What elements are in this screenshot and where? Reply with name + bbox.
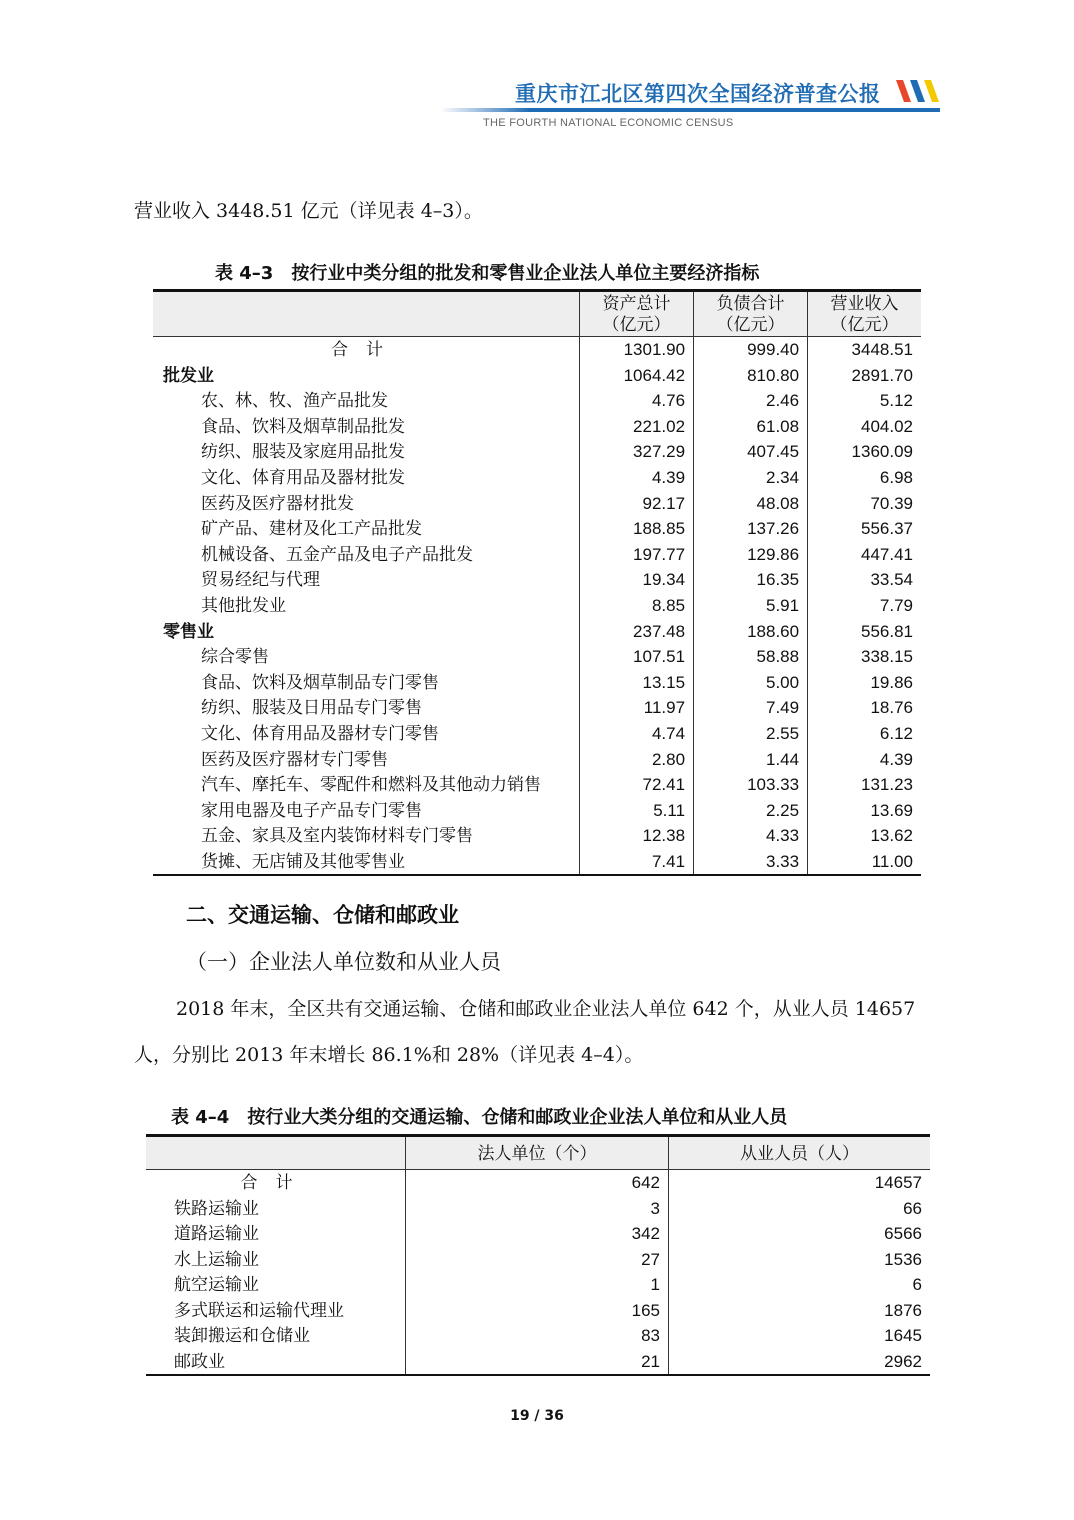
table-row xyxy=(153,567,921,593)
table-row xyxy=(146,1272,930,1298)
cell-value: 12.38 xyxy=(580,823,694,849)
cell-value: 6 xyxy=(669,1272,931,1298)
row-label: 家用电器及电子产品专门零售 xyxy=(201,800,422,820)
table-row xyxy=(153,798,921,824)
cell-value: 13.15 xyxy=(580,670,694,696)
cell-value: 13.62 xyxy=(808,823,921,849)
table-row xyxy=(146,1323,930,1349)
cell-value: 11.97 xyxy=(580,695,694,721)
table-row xyxy=(146,1349,930,1376)
cell-value: 6566 xyxy=(669,1221,931,1247)
table-row xyxy=(153,619,921,645)
cell-value: 188.85 xyxy=(580,516,694,542)
table-row xyxy=(153,388,921,414)
cell-value: 8.85 xyxy=(580,593,694,619)
row-label: 道路运输业 xyxy=(174,1224,259,1243)
cell-value: 197.77 xyxy=(580,542,694,568)
section-paragraph-line2: 人，分别比 2013 年末增长 86.1%和 28%（详见表 4–4）。 xyxy=(134,1044,644,1066)
row-label: 航空运输业 xyxy=(174,1275,259,1294)
cell-value: 556.81 xyxy=(808,619,921,645)
cell-value: 2.55 xyxy=(694,721,808,747)
table-row xyxy=(153,491,921,517)
row-label: 矿产品、建材及化工产品批发 xyxy=(201,519,422,539)
table-row xyxy=(153,593,921,619)
cell-value: 1.44 xyxy=(694,747,808,773)
cell-value: 188.60 xyxy=(694,619,808,645)
table-row xyxy=(153,772,921,798)
cell-value: 2891.70 xyxy=(808,363,921,389)
cell-value: 4.33 xyxy=(694,823,808,849)
cell-value: 5.11 xyxy=(580,798,694,824)
cell-value: 4.39 xyxy=(580,465,694,491)
header-subtitle: THE FOURTH NATIONAL ECONOMIC CENSUS xyxy=(483,117,734,129)
table-row xyxy=(153,721,921,747)
row-label: 合计 xyxy=(240,1173,311,1192)
cell-value: 1064.42 xyxy=(580,363,694,389)
table-row xyxy=(153,823,921,849)
header-stripes-logo xyxy=(896,80,942,102)
cell-value: 72.41 xyxy=(580,772,694,798)
cell-value: 19.86 xyxy=(808,670,921,696)
section-paragraph-line1: 2018 年末，全区共有交通运输、仓储和邮政业企业法人单位 642 个，从业人员 14657 xyxy=(176,998,916,1020)
row-label: 批发业 xyxy=(163,365,214,385)
row-label: 水上运输业 xyxy=(174,1249,259,1269)
cell-value: 3448.51 xyxy=(808,337,921,363)
cell-value: 2.46 xyxy=(694,388,808,414)
row-label: 食品、饮料及烟草制品批发 xyxy=(201,416,405,436)
table-4-3-caption: 表 4–3 按行业中类分组的批发和零售业企业法人单位主要经济指标 xyxy=(215,263,760,284)
row-label: 合计 xyxy=(331,340,401,359)
table-row xyxy=(153,670,921,696)
cell-value: 6.12 xyxy=(808,721,921,747)
row-label: 五金、家具及室内装饰材料专门零售 xyxy=(201,826,473,846)
table-4-4 xyxy=(146,1134,930,1376)
cell-value: 19.34 xyxy=(580,567,694,593)
cell-value: 13.69 xyxy=(808,798,921,824)
cell-value: 137.26 xyxy=(694,516,808,542)
cell-value: 237.48 xyxy=(580,619,694,645)
cell-value: 33.54 xyxy=(808,567,921,593)
row-label: 食品、饮料及烟草制品专门零售 xyxy=(201,672,439,692)
cell-value: 92.17 xyxy=(580,491,694,517)
cell-value: 58.88 xyxy=(694,644,808,670)
row-label: 机械设备、五金产品及电子产品批发 xyxy=(201,544,473,564)
table-row xyxy=(146,1298,930,1324)
cell-value: 338.15 xyxy=(808,644,921,670)
cell-value: 107.51 xyxy=(580,644,694,670)
row-label: 文化、体育用品及器材专门零售 xyxy=(201,723,439,743)
row-label: 综合零售 xyxy=(201,647,269,667)
table-row xyxy=(146,1196,930,1222)
intro-paragraph: 营业收入 3448.51 亿元（详见表 4–3）。 xyxy=(134,200,483,222)
row-label: 零售业 xyxy=(163,621,214,641)
header-title: 重庆市江北区第四次全国经济普查公报 xyxy=(515,81,881,106)
cell-value: 131.23 xyxy=(808,772,921,798)
column-header-line1: 营业收入 xyxy=(830,294,899,313)
cell-value: 642 xyxy=(406,1170,669,1196)
column-header-units: 法人单位（个） xyxy=(406,1136,669,1170)
table-row xyxy=(153,542,921,568)
row-label: 汽车、摩托车、零配件和燃料及其他动力销售 xyxy=(201,775,541,795)
cell-value: 7.79 xyxy=(808,593,921,619)
table-row xyxy=(153,439,921,465)
table-row xyxy=(153,695,921,721)
cell-value: 1876 xyxy=(669,1298,931,1324)
cell-value: 70.39 xyxy=(808,491,921,517)
row-label: 邮政业 xyxy=(174,1351,225,1371)
cell-value: 342 xyxy=(406,1221,669,1247)
row-label: 装卸搬运和仓储业 xyxy=(174,1326,310,1345)
cell-value: 6.98 xyxy=(808,465,921,491)
cell-value: 4.76 xyxy=(580,388,694,414)
cell-value: 221.02 xyxy=(580,414,694,440)
column-header-revenue xyxy=(808,291,921,337)
cell-value: 103.33 xyxy=(694,772,808,798)
cell-value: 2.25 xyxy=(694,798,808,824)
cell-value: 7.49 xyxy=(694,695,808,721)
header-rule xyxy=(440,108,940,112)
table-row xyxy=(146,1221,930,1247)
cell-value: 2.80 xyxy=(580,747,694,773)
row-label: 纺织、服装及家庭用品批发 xyxy=(201,442,405,462)
cell-value: 3 xyxy=(406,1196,669,1222)
cell-value: 48.08 xyxy=(694,491,808,517)
cell-value: 999.40 xyxy=(694,337,808,363)
row-label: 货摊、无店铺及其他零售业 xyxy=(201,851,405,871)
row-label: 文化、体育用品及器材批发 xyxy=(201,467,405,487)
cell-value: 129.86 xyxy=(694,542,808,568)
cell-value: 165 xyxy=(406,1298,669,1324)
section-heading: 二、交通运输、仓储和邮政业 xyxy=(186,903,459,927)
table-4-3 xyxy=(153,289,921,876)
cell-value: 1 xyxy=(406,1272,669,1298)
table-4-4-caption: 表 4–4 按行业大类分组的交通运输、仓储和邮政业企业法人单位和从业人员 xyxy=(171,1107,788,1128)
cell-value: 1536 xyxy=(669,1247,931,1273)
cell-value: 14657 xyxy=(669,1170,931,1196)
cell-value: 1360.09 xyxy=(808,439,921,465)
row-label: 多式联运和运输代理业 xyxy=(174,1300,344,1320)
row-label: 医药及医疗器材专门零售 xyxy=(201,749,388,769)
row-label: 农、林、牧、渔产品批发 xyxy=(201,391,388,411)
cell-value: 18.76 xyxy=(808,695,921,721)
column-header-line1: 资产总计 xyxy=(602,294,671,313)
section-subheading: （一）企业法人单位数和从业人员 xyxy=(186,950,501,974)
cell-value: 16.35 xyxy=(694,567,808,593)
cell-value: 5.91 xyxy=(694,593,808,619)
table-row xyxy=(146,1247,930,1273)
table-row xyxy=(153,363,921,389)
cell-value: 2.34 xyxy=(694,465,808,491)
table-row xyxy=(153,465,921,491)
cell-value: 7.41 xyxy=(580,849,694,876)
cell-value: 4.39 xyxy=(808,747,921,773)
row-label: 纺织、服装及日用品专门零售 xyxy=(201,698,422,718)
column-header-line1: 负债合计 xyxy=(716,294,785,313)
header-blank xyxy=(153,291,580,337)
cell-value: 61.08 xyxy=(694,414,808,440)
table-row xyxy=(153,747,921,773)
cell-value: 66 xyxy=(669,1196,931,1222)
table-header-row xyxy=(153,291,921,337)
header-blank xyxy=(146,1136,406,1170)
table-row xyxy=(153,849,921,876)
cell-value: 5.12 xyxy=(808,388,921,414)
column-header-line2: （亿元） xyxy=(602,315,671,334)
table-row xyxy=(146,1170,930,1196)
stripe-yellow xyxy=(924,80,939,102)
cell-value: 810.80 xyxy=(694,363,808,389)
cell-value: 11.00 xyxy=(808,849,921,876)
row-label: 医药及医疗器材批发 xyxy=(201,493,354,513)
row-label: 铁路运输业 xyxy=(174,1198,259,1218)
page-number: 19 / 36 xyxy=(510,1408,564,1424)
row-label: 贸易经纪与代理 xyxy=(201,570,320,590)
stripe-red xyxy=(896,80,911,102)
cell-value: 407.45 xyxy=(694,439,808,465)
cell-value: 556.37 xyxy=(808,516,921,542)
cell-value: 404.02 xyxy=(808,414,921,440)
table-row xyxy=(153,414,921,440)
stripe-blue xyxy=(910,80,925,102)
cell-value: 4.74 xyxy=(580,721,694,747)
table-row xyxy=(153,337,921,363)
cell-value: 3.33 xyxy=(694,849,808,876)
cell-value: 1301.90 xyxy=(580,337,694,363)
cell-value: 83 xyxy=(406,1323,669,1349)
table-header-row xyxy=(146,1136,930,1170)
cell-value: 327.29 xyxy=(580,439,694,465)
row-label: 其他批发业 xyxy=(201,595,286,615)
cell-value: 5.00 xyxy=(694,670,808,696)
cell-value: 447.41 xyxy=(808,542,921,568)
cell-value: 2962 xyxy=(669,1349,931,1376)
column-header-liabilities xyxy=(694,291,808,337)
column-header-assets xyxy=(580,291,694,337)
column-header-line2: （亿元） xyxy=(716,315,785,334)
column-header-employees: 从业人员（人） xyxy=(669,1136,931,1170)
cell-value: 27 xyxy=(406,1247,669,1273)
cell-value: 1645 xyxy=(669,1323,931,1349)
column-header-line2: （亿元） xyxy=(830,315,899,334)
table-row xyxy=(153,644,921,670)
table-row xyxy=(153,516,921,542)
cell-value: 21 xyxy=(406,1349,669,1376)
